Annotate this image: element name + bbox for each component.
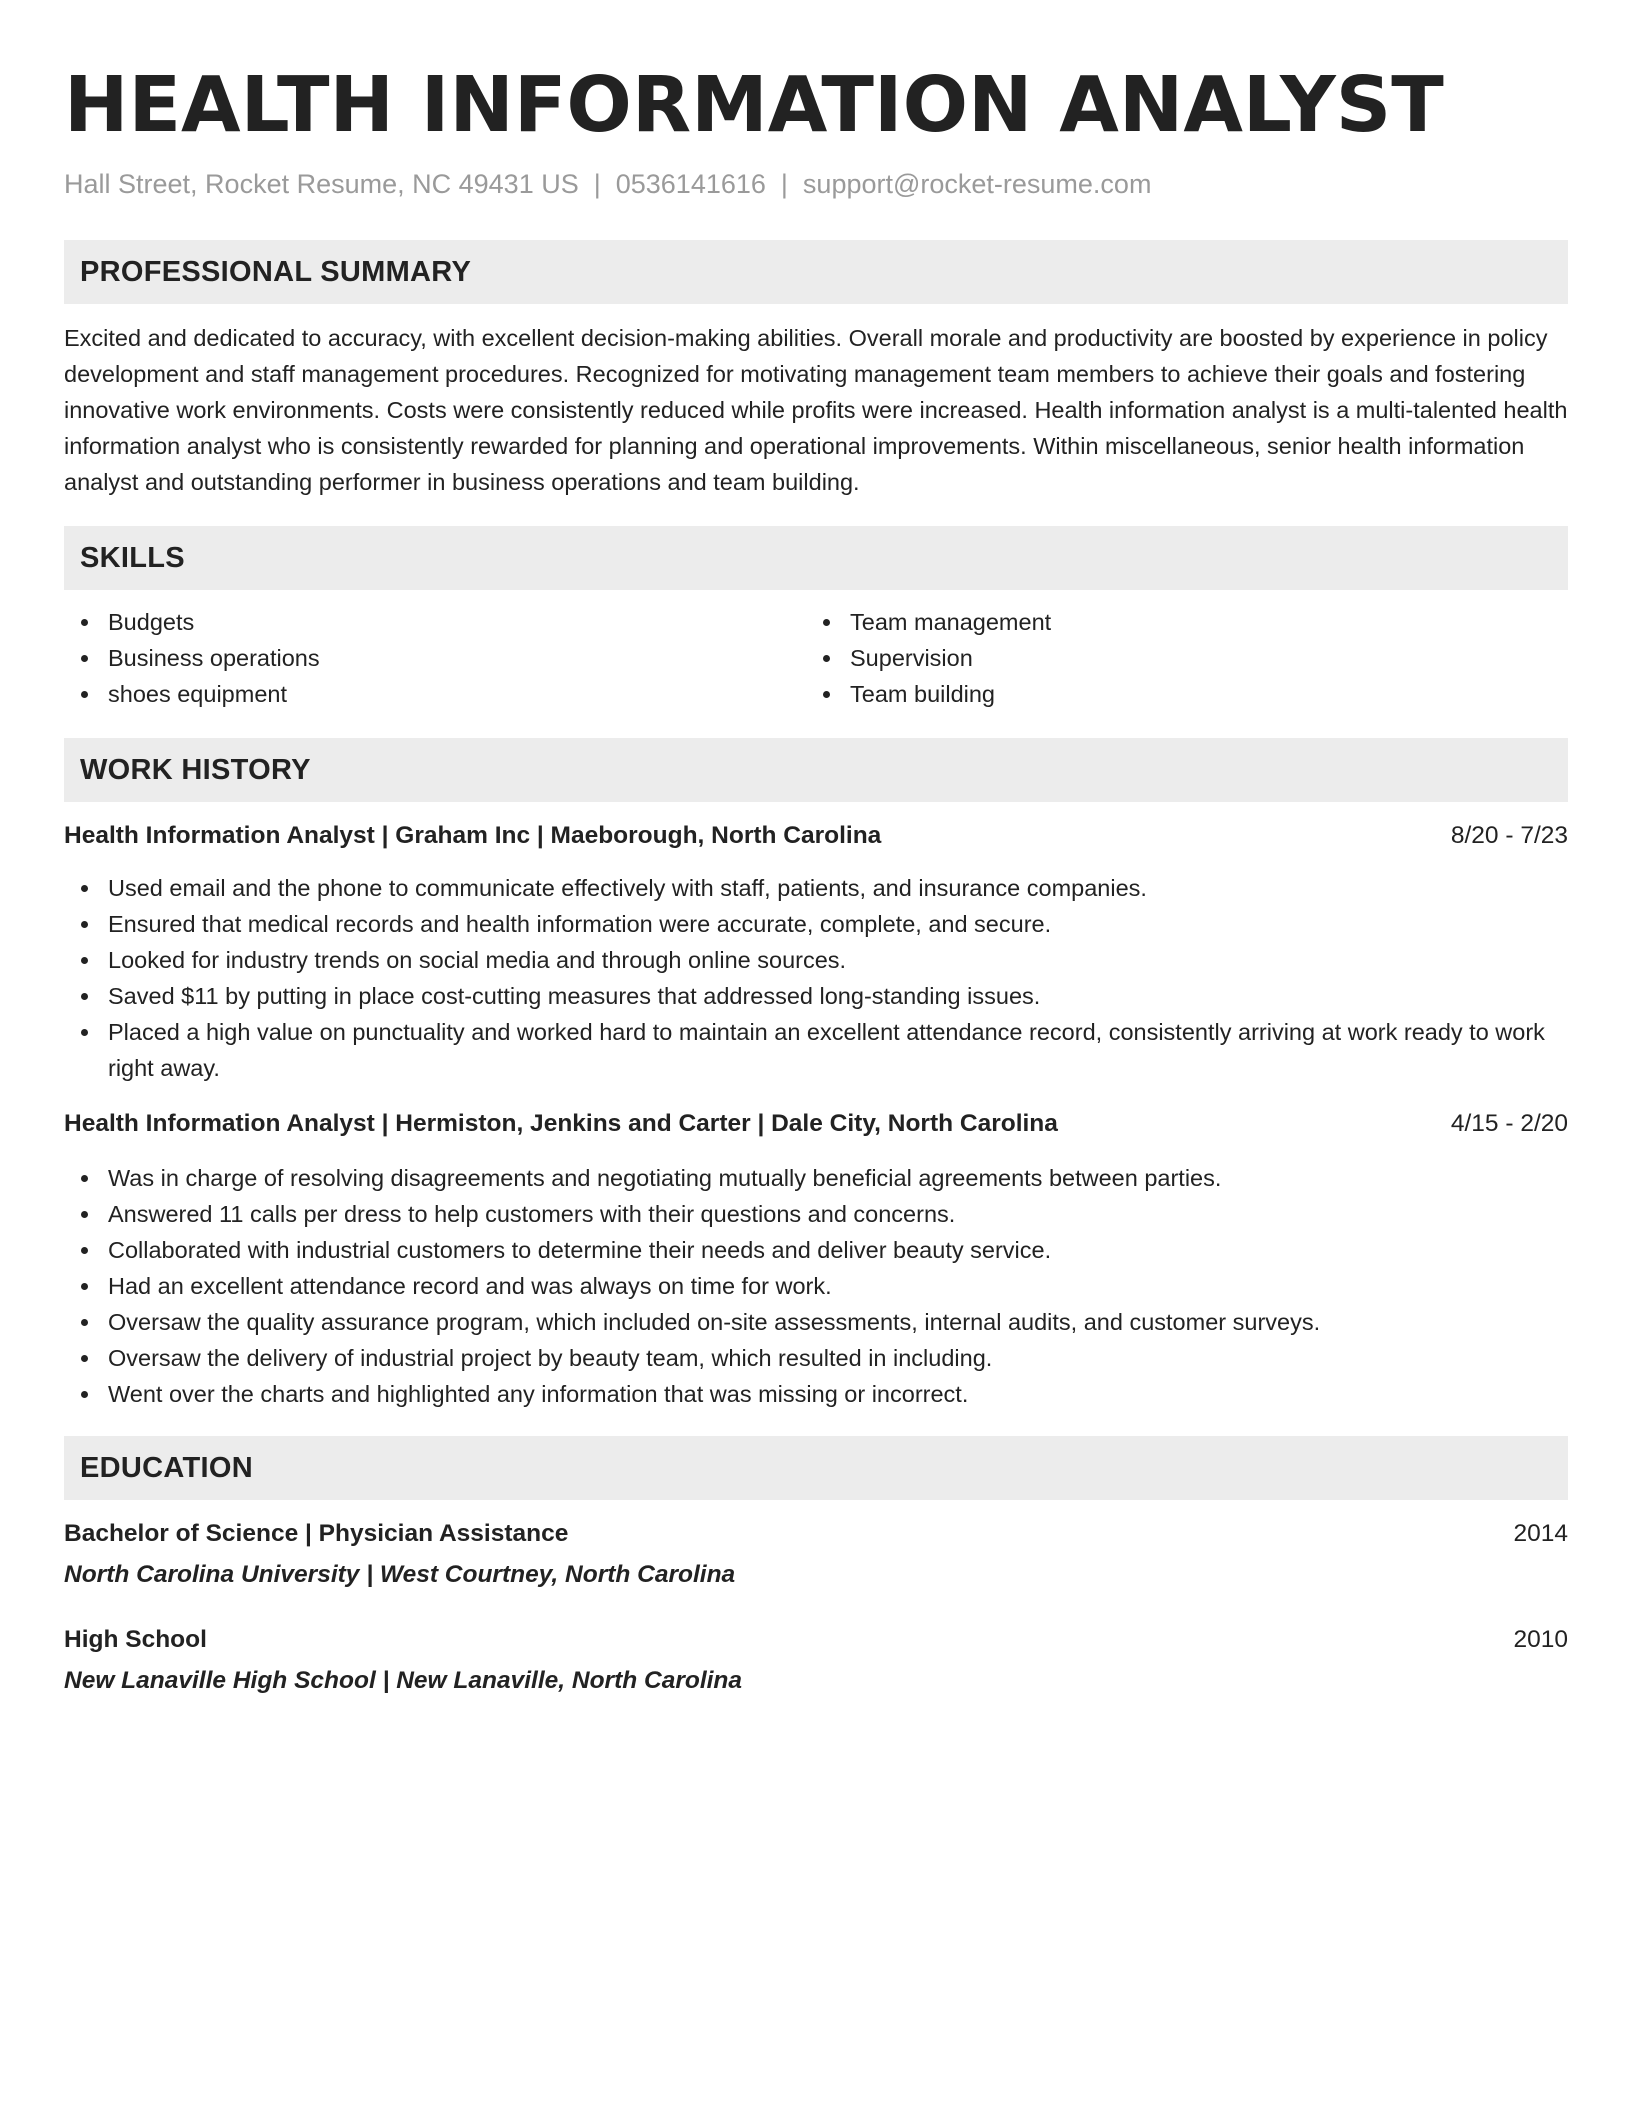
education-header [64, 1516, 1568, 1552]
education-entry [64, 1516, 1568, 1593]
job-header [64, 1106, 1568, 1142]
skill-item: Team building [806, 676, 1548, 712]
work-section-header [64, 738, 1568, 802]
education-section-header [64, 1436, 1568, 1500]
job-bullets [64, 870, 1568, 1086]
job-entry [64, 1106, 1568, 1412]
skills-section [64, 526, 1568, 712]
job-bullet: Saved $11 by putting in place cost-cutting measures that addressed long-standing issues. [64, 978, 1568, 1014]
job-header [64, 818, 1568, 854]
education-year: 2010 [1513, 1626, 1568, 1653]
education-year: 2014 [1513, 1520, 1568, 1547]
skill-item: Budgets [64, 604, 806, 640]
job-title: Health Information Analyst | Hermiston, Jenkins and Carter | Dale City, North Carolina [64, 1110, 1058, 1137]
education-school: North Carolina University | West Courtney, North Carolina [64, 1561, 736, 1588]
skill-item: shoes equipment [64, 676, 806, 712]
skills-column-left [64, 604, 806, 712]
work-section [64, 738, 1568, 1412]
contact-phone: 0536141616 [615, 169, 766, 199]
job-bullet: Ensured that medical records and health information were accurate, complete, and secure. [64, 906, 1568, 942]
summary-section-header [64, 240, 1568, 304]
job-dates: 4/15 - 2/20 [1450, 1110, 1568, 1137]
contact-separator: | [593, 169, 601, 199]
education-entry [64, 1622, 1568, 1699]
job-bullet: Looked for industry trends on social media and through online sources. [64, 942, 1568, 978]
skill-item: Business operations [64, 640, 806, 676]
summary-text: Excited and dedicated to accuracy, with excellent decision-making abilities. Overall morale and productivity are boosted by experience in policy development and staff management procedures. Recognized for motivating management team members to achieve their goals and fostering innovative work environments. Costs were consistently reduced while profits were increased. Health information analyst is a multi-talented health information analyst who is consistently rewarded for planning and operational improvements. Within miscellaneous, senior health information analyst and outstanding performer in business operations and team building. [64, 325, 1568, 495]
skill-item: Team management [806, 604, 1548, 640]
education-degree: Bachelor of Science | Physician Assistance [64, 1520, 569, 1547]
summary-section [64, 240, 1568, 500]
resume-name: HEALTH INFORMATION ANALYST [64, 61, 1444, 150]
skills-section-header [64, 526, 1568, 590]
contact-separator: | [780, 169, 788, 199]
job-bullet: Used email and the phone to communicate effectively with staff, patients, and insurance companies. [64, 870, 1568, 906]
skill-item: Supervision [806, 640, 1548, 676]
summary-heading: PROFESSIONAL SUMMARY [80, 255, 472, 288]
job-title: Health Information Analyst | Graham Inc | Maeborough, North Carolina [64, 822, 882, 849]
job-dates: 8/20 - 7/23 [1450, 822, 1568, 849]
education-header [64, 1622, 1568, 1658]
job-bullet: Went over the charts and highlighted any information that was missing or incorrect. [64, 1376, 1568, 1412]
job-bullet: Had an excellent attendance record and was always on time for work. [64, 1268, 1568, 1304]
job-bullet: Placed a high value on punctuality and worked hard to maintain an excellent attendance record, consistently arriving at work ready to work right away. [64, 1014, 1568, 1086]
skills-heading: SKILLS [80, 541, 185, 574]
education-degree: High School [64, 1626, 207, 1653]
work-heading: WORK HISTORY [80, 753, 311, 786]
education-heading: EDUCATION [80, 1451, 253, 1484]
job-bullet: Was in charge of resolving disagreements and negotiating mutually beneficial agreements between parties. [64, 1160, 1568, 1196]
contact-email: support@rocket-resume.com [802, 169, 1152, 199]
job-bullet: Oversaw the delivery of industrial project by beauty team, which resulted in including. [64, 1340, 1568, 1376]
job-bullets [64, 1160, 1568, 1412]
job-bullet: Oversaw the quality assurance program, which included on-site assessments, internal audits, and customer surveys. [64, 1304, 1568, 1340]
education-school: New Lanaville High School | New Lanaville, North Carolina [64, 1667, 743, 1694]
education-section [64, 1436, 1568, 1699]
job-bullet: Collaborated with industrial customers to determine their needs and deliver beauty service. [64, 1232, 1568, 1268]
skills-column-right [806, 604, 1548, 712]
skills-list [64, 604, 1568, 712]
contact-line [64, 166, 1568, 202]
contact-address: Hall Street, Rocket Resume, NC 49431 US [64, 169, 579, 199]
job-bullet: Answered 11 calls per dress to help customers with their questions and concerns. [64, 1196, 1568, 1232]
job-entry [64, 818, 1568, 1086]
